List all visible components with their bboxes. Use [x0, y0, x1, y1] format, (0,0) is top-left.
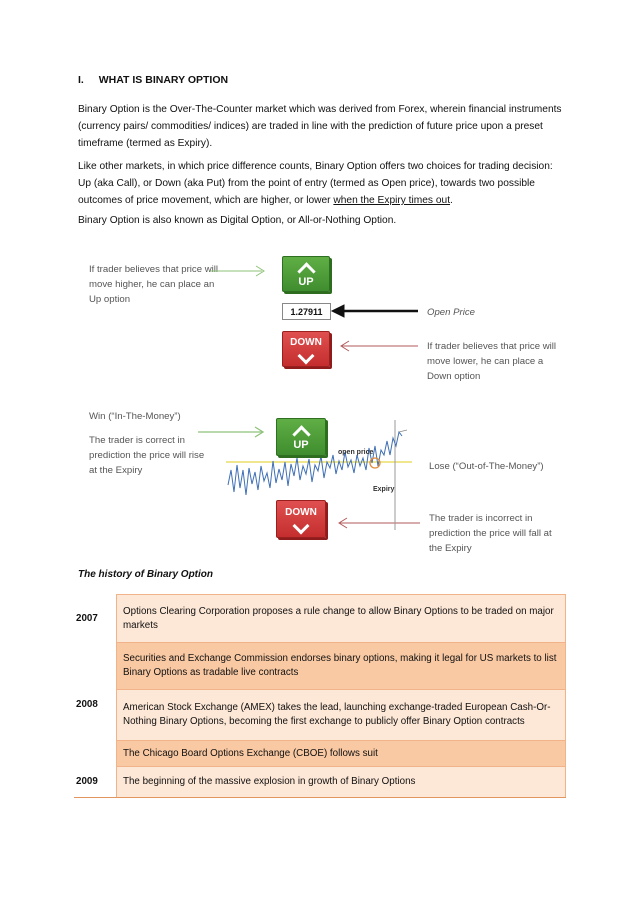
open-price-value: 1.27911	[282, 303, 331, 320]
event-cell: American Stock Exchange (AMEX) takes the lead, launching exchange-traded European Cash-Or-Nothing Binary Options, becoming the first exchange to publicly offer Binary Option contracts	[117, 690, 566, 741]
year-cell: 2008	[74, 643, 117, 767]
expiry-underline: when the Expiry times out	[333, 195, 451, 206]
table-row	[74, 767, 566, 798]
down-note-arrow	[341, 341, 418, 351]
open-price-label: Open Price	[427, 307, 475, 318]
year-cell: 2007	[74, 595, 117, 643]
chart-open-price-label: open price	[338, 449, 374, 456]
year-cell: 2009	[74, 767, 117, 798]
down-button-label: DOWN	[290, 336, 322, 348]
lose-down-button[interactable]	[276, 500, 326, 538]
win-title: Win (“In-The-Money”)	[89, 411, 181, 422]
event-cell: Options Clearing Corporation proposes a rule change to allow Binary Options to be traded on major markets	[117, 595, 566, 643]
chevron-down-icon	[293, 517, 310, 534]
event-cell: The beginning of the massive explosion in growth of Binary Options	[117, 767, 566, 798]
table-row	[74, 741, 566, 767]
event-cell: Securities and Exchange Commission endorses binary options, making it legal for US markets to list Binary Options as tradable live contracts	[117, 643, 566, 690]
chart-expiry-label: Expiry	[373, 486, 395, 493]
lose-note: The trader is incorrect in prediction the price will fall at the Expiry	[429, 513, 552, 554]
win-note: The trader is correct in prediction the price will rise at the Expiry	[89, 435, 205, 476]
up-note-arrow	[210, 266, 264, 276]
section-title: WHAT IS BINARY OPTION	[98, 74, 229, 86]
lose-title: Lose (“Out-of-The-Money”)	[429, 461, 544, 472]
win-up-button[interactable]	[276, 418, 326, 456]
intro-paragraph-3: Binary Option is also known as Digital Option, or All-or-Nothing Option.	[78, 215, 397, 226]
down-button[interactable]	[282, 331, 330, 367]
lose-down-label: DOWN	[285, 506, 317, 518]
up-button-label: UP	[298, 275, 314, 288]
lose-arrow	[339, 518, 420, 528]
section-number: I.	[78, 74, 84, 86]
history-title: The history of Binary Option	[78, 569, 214, 580]
event-cell: The Chicago Board Options Exchange (CBOE) follows suit	[117, 741, 566, 767]
history-table	[74, 594, 566, 798]
table-row	[74, 595, 566, 643]
intro-paragraph-1: Binary Option is the Over-The-Counter market which was derived from Forex, wherein financial instruments (currency pairs/ commodities/ indices) are traded in line with the prediction of future price upon a preset timeframe (termed as Expiry).	[78, 104, 562, 149]
table-row	[74, 643, 566, 690]
chevron-down-icon	[298, 347, 315, 364]
up-option-note: If trader believes that price will move higher, he can place an Up option	[89, 264, 219, 305]
table-row	[74, 690, 566, 741]
down-option-note: If trader believes that price will move lower, he can place a Down option	[427, 341, 557, 382]
win-up-label: UP	[293, 438, 309, 451]
up-button[interactable]	[282, 256, 330, 292]
open-price-arrow	[332, 305, 418, 317]
intro-paragraph-2: Like other markets, in which price difference counts, Binary Option offers two choices for trading decision: Up (aka Call), or Down (aka Put) from the point of entry (termed as Open price), towards two possible outcomes of price movement, which are higher, or lower when the Expiry times out.	[78, 161, 553, 206]
